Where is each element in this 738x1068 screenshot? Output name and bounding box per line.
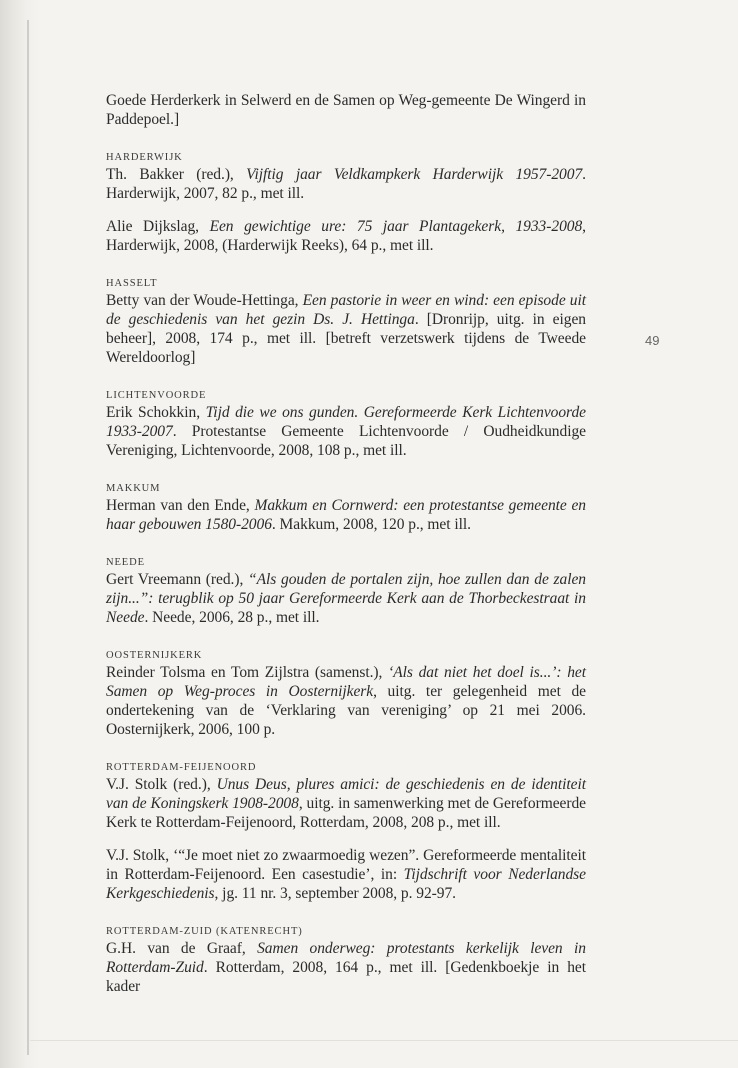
place-heading: ROTTERDAM-ZUID (KATENRECHT) (106, 926, 303, 937)
entry-text: Herman van den Ende, Makkum en Cornwerd: een protestantse gemeente en haar gebouwen 1580-2006. Makkum, 2008, 120 p., met ill. (106, 497, 586, 533)
place-heading: NEEDE (106, 557, 145, 568)
entry-selwerd-continued (106, 91, 586, 129)
entry-makkum (106, 482, 586, 534)
entry-text: V.J. Stolk, ‘“Je moet niet zo zwaarmoedig wezen”. Gereformeerde mentaliteit in Rotterdam-Feijenoord. Een casestudie’, in: Tijdschrift voor Nederlandse Kerkgeschiedenis, jg. 11 nr. 3, september 2008, p. 92-97. (106, 847, 586, 902)
place-heading: ROTTERDAM-FEIJENOORD (106, 762, 257, 773)
binding-shadow (0, 0, 40, 1068)
entry-oosternijkerk (106, 649, 586, 739)
place-heading: HASSELT (106, 278, 158, 289)
place-heading: MAKKUM (106, 483, 161, 494)
entry-neede (106, 556, 586, 627)
entry-text: Gert Vreemann (red.), “Als gouden de portalen zijn, hoe zullen dan de zalen zijn...”: terugblik op 50 jaar Gereformeerde Kerk aan de Thorbeckestraat in Neede. Neede, 2006, 28 p., met ill. (106, 571, 586, 626)
entry-text: G.H. van de Graaf, Samen onderweg: protestants kerkelijk leven in Rotterdam-Zuid. Rotterdam, 2008, 164 p., met ill. [Gedenkboekje in het kader (106, 940, 586, 995)
entry-rotterdam-feijenoord-1 (106, 761, 586, 832)
page-bottom-edge (30, 1040, 738, 1041)
bibliography-list (106, 91, 586, 996)
entry-harderwijk-2 (106, 217, 586, 255)
entry-text: Th. Bakker (red.), Vijftig jaar Veldkampkerk Harderwijk 1957-2007. Harderwijk, 2007, 82 p., met ill. (106, 166, 586, 202)
entry-lichtenvoorde (106, 389, 586, 460)
entry-rotterdam-feijenoord-2 (106, 846, 586, 903)
entry-text: Erik Schokkin, Tijd die we ons gunden. Gereformeerde Kerk Lichtenvoorde 1933-2007. Protestantse Gemeente Lichtenvoorde / Oudheidkundige Vereniging, Lichtenvoorde, 2008, 108 p., met ill. (106, 404, 586, 459)
entry-hasselt (106, 277, 586, 367)
page-number: 49 (645, 333, 660, 348)
entry-rotterdam-zuid (106, 925, 586, 996)
place-heading: HARDERWIJK (106, 152, 183, 163)
entry-text: V.J. Stolk (red.), Unus Deus, plures amici: de geschiedenis en de identiteit van de Koningskerk 1908-2008, uitg. in samenwerking met de Gereformeerde Kerk te Rotterdam-Feijenoord, Rotterdam, 2008, 208 p., met ill. (106, 776, 586, 831)
entry-text: Goede Herderkerk in Selwerd en de Samen op Weg-gemeente De Wingerd in Paddepoel.] (106, 92, 586, 128)
binding-edge (27, 20, 29, 1055)
entry-harderwijk-1 (106, 151, 586, 203)
entry-text: Reinder Tolsma en Tom Zijlstra (samenst.), ‘Als dat niet het doel is...’: het Samen op Weg-proces in Oosternijkerk, uitg. ter gelegenheid met de ondertekening van de ‘Verklaring van vereniging’ op 21 mei 2006. Oosternijkerk, 2006, 100 p. (106, 664, 586, 738)
entry-text: Alie Dijkslag, Een gewichtige ure: 75 jaar Plantagekerk, 1933-2008, Harderwijk, 2008, (Harderwijk Reeks), 64 p., met ill. (106, 218, 586, 254)
place-heading: OOSTERNIJKERK (106, 650, 203, 661)
entry-text: Betty van der Woude-Hettinga, Een pastorie in weer en wind: een episode uit de geschiedenis van het gezin Ds. J. Hettinga. [Dronrijp, uitg. in eigen beheer], 2008, 174 p., met ill. [betreft verzetswerk tijdens de Tweede Wereldoorlog] (106, 292, 587, 366)
place-heading: LICHTENVOORDE (106, 390, 207, 401)
